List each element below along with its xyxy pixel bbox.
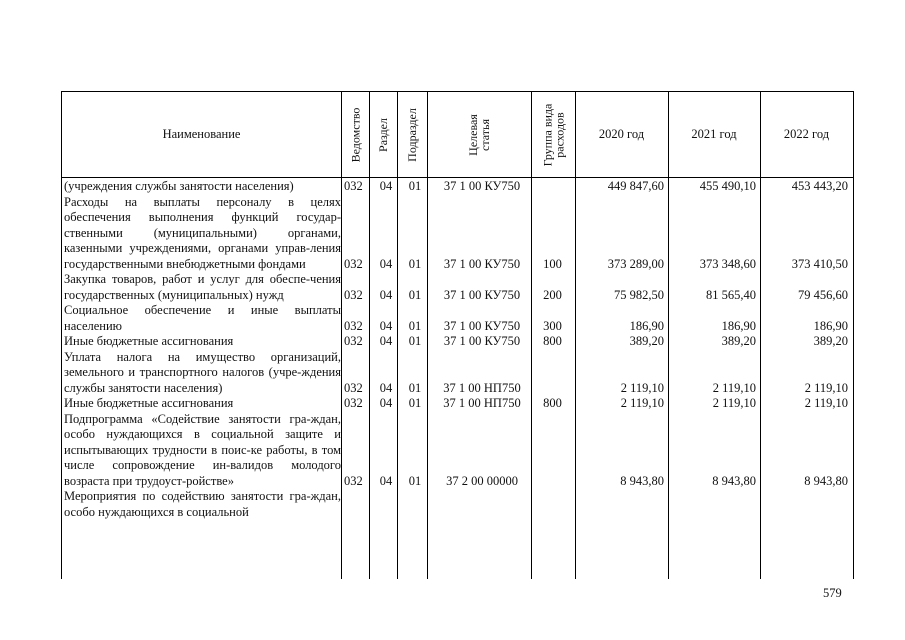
row-subsection: 01	[408, 334, 422, 348]
row-2021: 373 348,60	[699, 256, 756, 271]
row-2020: 2 119,10	[620, 396, 664, 410]
header-group	[531, 92, 575, 177]
table-row	[62, 489, 853, 520]
row-target: 37 1 00 КУ750	[443, 318, 521, 333]
row-2021: 81 565,40	[706, 287, 756, 302]
row-group: 100	[543, 256, 562, 271]
row-section: 04	[379, 256, 393, 271]
header-divider	[62, 177, 853, 178]
row-2022: 373 410,50	[791, 256, 848, 271]
table-row	[62, 350, 853, 397]
row-dept: 032	[344, 473, 363, 488]
row-section: 04	[379, 287, 393, 302]
row-name: Подпрограмма «Содействие занятости гра-ждан, особо нуждающихся в социальной защите и испытывающих трудности в поис-ке работы, в том числе сопровождение ин-валидов молодого возраста при трудоуст-ройстве»	[64, 411, 341, 488]
row-name: Закупка товаров, работ и услуг для обеспе-чения государственных (муниципальных) нужд	[64, 272, 341, 302]
row-name: Расходы на выплаты персоналу в целях обеспечения выполнения функций государ-ственными (муниципальными) органами, казенными учреждениями, органами управ-ления государственными внебюджетными фондами	[64, 194, 341, 271]
row-name: Мероприятия по содействию занятости гра-ждан, особо нуждающихся в социальной	[64, 489, 341, 519]
row-target: 37 1 00 КУ750	[443, 334, 521, 348]
header-target-line2: статья	[477, 118, 492, 151]
row-name: Иные бюджетные ассигнования	[64, 396, 234, 410]
row-2021: 455 490,10	[699, 179, 756, 193]
header-2020	[575, 92, 668, 177]
row-dept: 032	[344, 396, 363, 410]
row-2021: 389,20	[721, 334, 756, 348]
row-section: 04	[379, 318, 393, 333]
row-subsection: 01	[408, 318, 422, 333]
header-group-line1: Группа вида	[540, 103, 554, 166]
row-subsection: 01	[408, 396, 422, 410]
row-2022: 389,20	[813, 334, 848, 348]
row-target: 37 2 00 00000	[446, 473, 518, 488]
header-section-text: Раздел	[376, 117, 391, 152]
row-subsection: 01	[408, 287, 422, 302]
row-group: 300	[543, 318, 562, 333]
row-subsection: 01	[408, 179, 422, 193]
page-number: 579	[823, 586, 842, 600]
header-group-line2: расходов	[552, 111, 566, 158]
row-2021: 2 119,10	[712, 396, 756, 410]
row-dept: 032	[344, 256, 363, 271]
row-2020: 75 982,50	[614, 287, 664, 302]
row-name: (учреждения службы занятости населения)	[64, 179, 294, 193]
row-2022: 8 943,80	[804, 473, 848, 488]
header-target-line1: Целевая	[465, 113, 480, 156]
row-2022: 453 443,20	[791, 179, 848, 193]
header-subsection-text: Подраздел	[405, 107, 420, 162]
row-group: 800	[543, 334, 562, 348]
row-target: 37 1 00 НП750	[443, 396, 521, 410]
header-subsection	[397, 92, 427, 177]
header-group-text	[541, 103, 565, 166]
header-name	[62, 92, 341, 177]
row-target: 37 1 00 КУ750	[443, 179, 521, 193]
header-target-text	[467, 114, 491, 156]
header-dept-text: Ведомство	[348, 107, 363, 162]
row-dept: 032	[344, 287, 363, 302]
row-2020: 389,20	[629, 334, 664, 348]
row-dept: 032	[344, 179, 363, 193]
table-row	[62, 179, 853, 195]
row-section: 04	[379, 396, 393, 410]
row-2022: 79 456,60	[798, 287, 848, 302]
row-2020: 186,90	[629, 318, 664, 333]
table-row	[62, 195, 853, 273]
row-2022: 2 119,10	[804, 380, 848, 395]
row-group: 800	[543, 396, 562, 410]
row-subsection: 01	[408, 380, 422, 395]
row-target: 37 1 00 НП750	[443, 380, 521, 395]
row-2021: 186,90	[721, 318, 756, 333]
row-target: 37 1 00 КУ750	[443, 287, 521, 302]
row-name: Иные бюджетные ассигнования	[64, 334, 234, 348]
table-row	[62, 272, 853, 303]
table-row	[62, 396, 853, 412]
row-2020: 8 943,80	[620, 473, 664, 488]
header-2021	[668, 92, 760, 177]
row-name: Социальное обеспечение и иные выплаты населению	[64, 303, 341, 333]
row-2022: 2 119,10	[804, 396, 848, 410]
row-target: 37 1 00 КУ750	[443, 256, 521, 271]
row-section: 04	[379, 380, 393, 395]
row-section: 04	[379, 179, 393, 193]
table-body	[62, 179, 853, 520]
table-row	[62, 303, 853, 334]
row-2022: 186,90	[813, 318, 848, 333]
header-2022-text: 2022 год	[783, 127, 830, 141]
row-dept: 032	[344, 380, 363, 395]
row-2020: 373 289,00	[607, 256, 664, 271]
row-2020: 2 119,10	[620, 380, 664, 395]
row-name: Уплата налога на имущество организаций, земельного и транспортного налогов (учре-ждения службы занятости населения)	[64, 349, 341, 395]
row-group: 200	[543, 287, 562, 302]
row-section: 04	[379, 334, 393, 348]
header-name-text: Наименование	[162, 127, 241, 141]
row-section: 04	[379, 473, 393, 488]
header-section	[369, 92, 397, 177]
row-dept: 032	[344, 334, 363, 348]
header-2021-text: 2021 год	[691, 127, 737, 141]
header-target	[427, 92, 531, 177]
header-dept	[341, 92, 369, 177]
row-2021: 8 943,80	[712, 473, 756, 488]
row-subsection: 01	[408, 256, 422, 271]
table-row	[62, 334, 853, 350]
header-2022	[760, 92, 853, 177]
row-2020: 449 847,60	[607, 179, 664, 193]
row-subsection: 01	[408, 473, 422, 488]
header-2020-text: 2020 год	[598, 127, 645, 141]
row-2021: 2 119,10	[712, 380, 756, 395]
budget-table	[61, 91, 854, 579]
table-row	[62, 412, 853, 490]
row-dept: 032	[344, 318, 363, 333]
